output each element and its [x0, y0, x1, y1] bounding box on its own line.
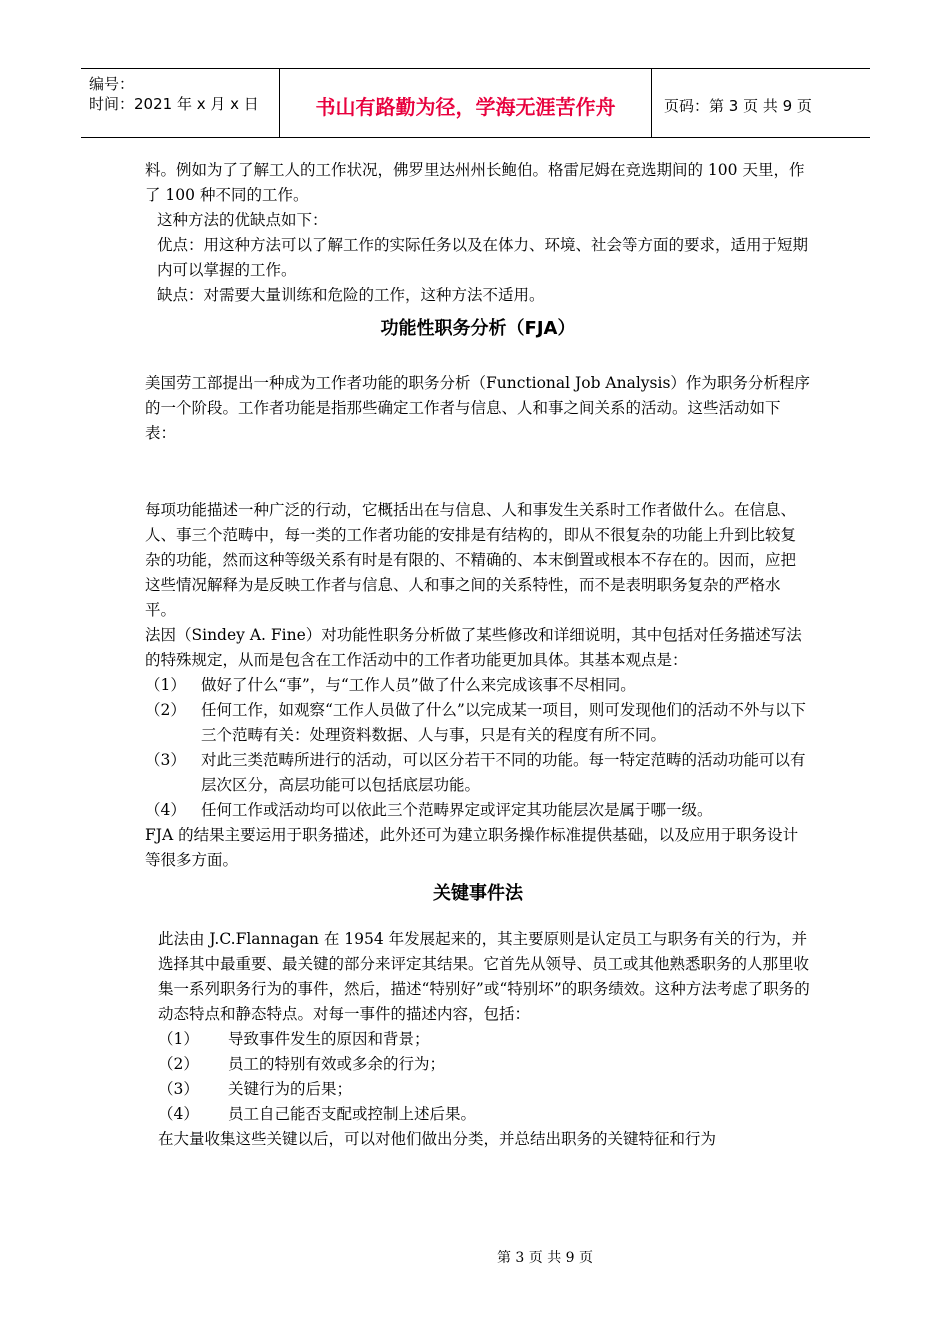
header-motto: 书山有路勤为径，学海无涯苦作舟 [279, 69, 652, 137]
paragraph: 缺点：对需要大量训练和危险的工作，这种方法不适用。 [157, 286, 545, 304]
paragraph: 这种方法的优缺点如下： [157, 211, 328, 229]
document-number-label: 编号： [89, 75, 135, 93]
document-body [145, 158, 811, 1152]
header-meta [81, 69, 279, 137]
paragraph: FJA 的结果主要运用于职务描述，此外还可为建立职务操作标准提供基础，以及应用于职务设计等很多方面。 [145, 826, 799, 869]
paragraph: 每项功能描述一种广泛的行动，它概括出在与信息、人和事发生关系时工作者做什么。在信息、人、事三个范畴中，每一类的工作者功能的安排是有结构的，即从不很复杂的功能上升到比较复杂的功能，然而这种等级关系有时是有限的、不精确的、本末倒置或根本不存在的。因而，应把这些情况解释为是反映工作者与信息、人和事之间的关系特性，而不是表明职务复杂的严格水平。 [145, 501, 797, 619]
list-item: （3） 关键行为的后果； [158, 1080, 353, 1098]
paragraph: 美国劳工部提出一种成为工作者功能的职务分析（Functional Job Analysis）作为职务分析程序的一个阶段。工作者功能是指那些确定工作者与信息、人和事之间关系的活动。这些活动如下表： [145, 374, 810, 442]
list-item: （4） 任何工作或活动均可以依此三个范畴界定或评定其功能层次是属于哪一级。 [145, 801, 713, 819]
page-footer: 第 3 页 共 9 页 [496, 1250, 594, 1266]
paragraph: 法因（Sindey A. Fine）对功能性职务分析做了某些修改和详细说明，其中包括对任务描述写法的特殊规定，从而是包含在工作活动中的工作者功能更加具体。其基本观点是： [145, 626, 802, 669]
page-header [81, 68, 870, 138]
section-heading-fja: 功能性职务分析（FJA） [380, 318, 576, 339]
paragraph: 在大量收集这些关键以后，可以对他们做出分类，并总结出职务的关键特征和行为 [158, 1130, 717, 1148]
list-item: （3） 对此三类范畴所进行的活动，可以区分若干不同的功能。每一特定范畴的活动功能可以有层次区分，高层功能可以包括底层功能。 [145, 751, 806, 794]
header-page-number: 页码：第 3 页 共 9 页 [664, 96, 812, 115]
section-heading-critical-incident: 关键事件法 [433, 883, 523, 904]
list-item: （2） 员工的特别有效或多余的行为； [158, 1055, 446, 1073]
paragraph: 料。例如为了了解工人的工作状况，佛罗里达州州长鲍伯。格雷尼姆在竞选期间的 100 天里，作了 100 种不同的工作。 [145, 161, 805, 204]
list-item: （4） 员工自己能否支配或控制上述后果。 [158, 1105, 477, 1123]
paragraph: 优点：用这种方法可以了解工作的实际任务以及在体力、环境、社会等方面的要求，适用于短期内可以掌握的工作。 [157, 236, 809, 279]
list-item: （1） 导致事件发生的原因和背景； [158, 1030, 430, 1048]
list-item: （2） 任何工作，如观察“工作人员做了什么”以完成某一项目，则可发现他们的活动不外与以下三个范畴有关：处理资料数据、人与事，只是有关的程度有所不同。 [145, 701, 806, 744]
list-item: （1） 做好了什么“事”，与“工作人员”做了什么来完成该事不尽相同。 [145, 676, 636, 694]
document-date: 时间：2021 年 x 月 x 日 [89, 95, 259, 113]
paragraph: 此法由 J.C.Flannagan 在 1954 年发展起来的，其主要原则是认定员工与职务有关的行为，并选择其中最重要、最关键的部分来评定其结果。它首先从领导、员工或其他熟悉职务的人那里收集一系列职务行为的事件，然后，描述“特别好”或“特别坏”的职务绩效。这种方法考虑了职务的动态特点和静态特点。对每一事件的描述内容，包括： [158, 930, 810, 1023]
